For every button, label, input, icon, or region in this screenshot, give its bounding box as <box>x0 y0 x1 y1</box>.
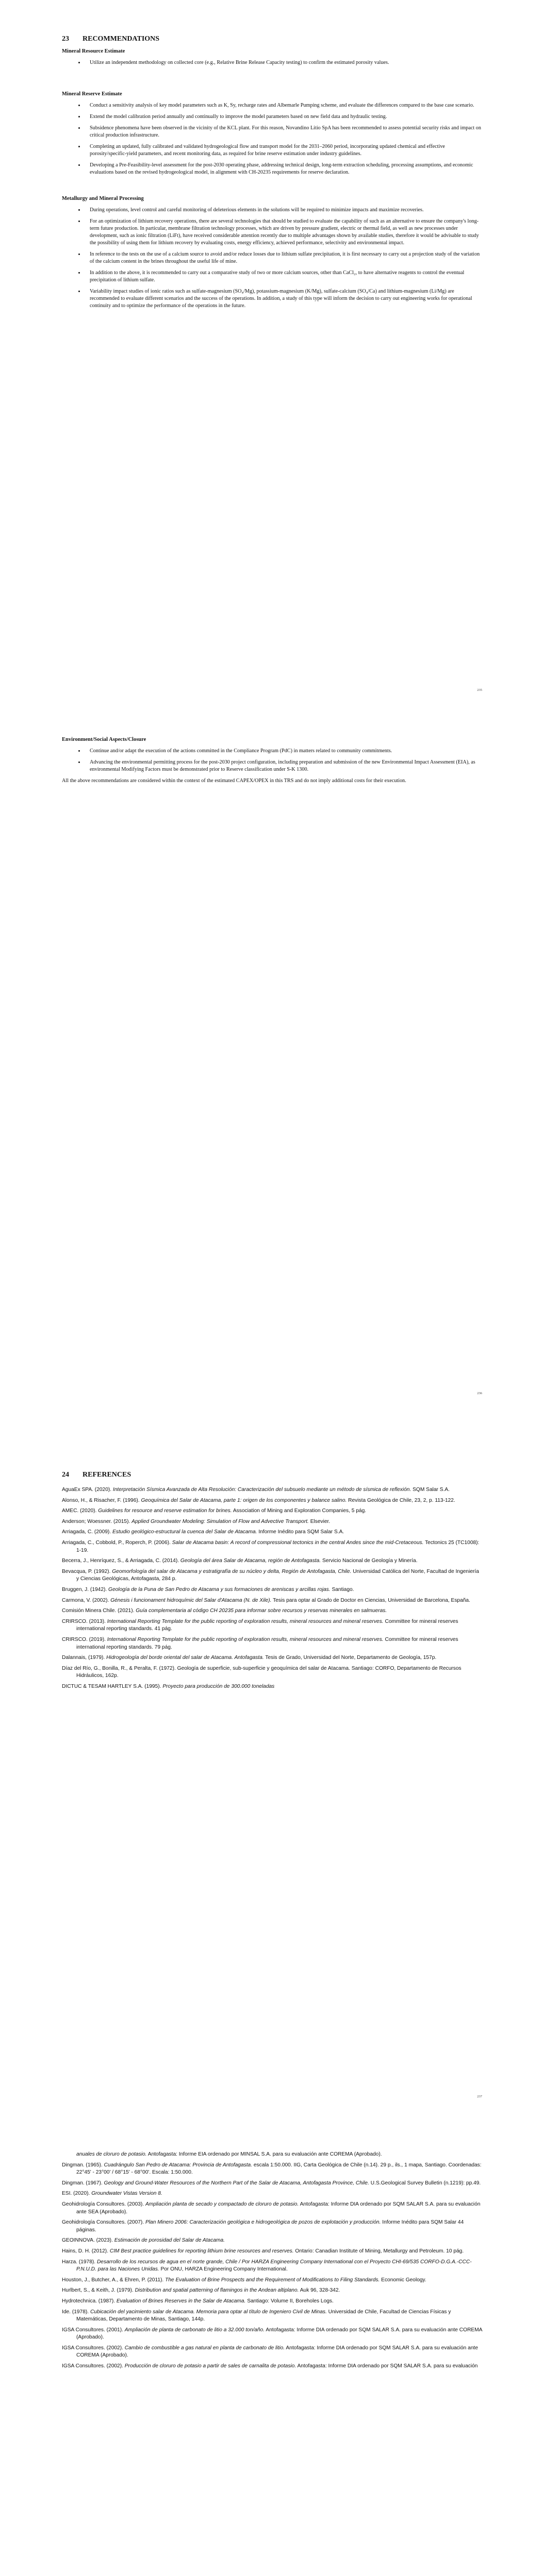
section-title: REFERENCES <box>83 1471 131 1479</box>
bullet-list <box>62 207 482 310</box>
reference-title: Génesis i funcionament hidroquímic del Salar d'Atacama (N. de Xile). <box>110 1597 272 1603</box>
reference-title: Estudio geológico-estructural la cuenca del Salar de Atacama. <box>112 1529 257 1535</box>
reference-text: AguaEx SPA. (2020). <box>62 1487 113 1493</box>
reference-title: Ampliación planta de secado y compactado de cloruro de potasio. <box>145 2201 299 2207</box>
page-237 <box>0 1406 544 2110</box>
reference-entry <box>62 1636 482 1651</box>
subheading-metallurgy: Metallurgy and Mineral Processing <box>62 196 144 201</box>
reference-title: Groundwater Vistas Version 8. <box>91 2191 162 2197</box>
list-item: • Advancing the environmental permitting process for the post-2030 project configuration, including preparation and submission of the new Environmental Impact Assessment (EIA), as environmental Modifying Factors must be demonstrated prior to Reserve classification under S-K 1300. <box>85 759 482 773</box>
list-item: • Extend the model calibration period annually and continually to improve the model parameters based on new field data and hydraulic testing. <box>85 113 482 121</box>
reference-entry <box>62 2327 482 2342</box>
reference-text: Informe Inédito para SQM Salar S.A. <box>257 1529 344 1535</box>
reference-text: Committee for mineral reserves international reporting standards. 79 pág. <box>76 1636 458 1650</box>
reference-title: Cubicación del yacimiento salar de Atacama. Memoria para optar al título de Ingeniero Civil de Minas. <box>90 2309 327 2315</box>
reference-title: Hidrogeología del borde oriental del salar de Atacama. Antofagasta. <box>106 1655 264 1661</box>
reference-text: Hurlbert, S., & Keith, J. (1979). <box>62 2287 135 2294</box>
reference-text: Universidad de Chile, Facultad de Ciencias Físicas y Matemáticas, Departamento de Minas, Santiago, 144p. <box>76 2309 451 2323</box>
reference-text: Por ONU, HARZA Engineering Company International. <box>159 2266 288 2273</box>
section-title: RECOMMENDATIONS <box>83 35 160 43</box>
reference-entry <box>62 1557 482 1565</box>
reference-entry <box>62 2180 482 2188</box>
reference-entry <box>62 2201 482 2216</box>
reference-title: Proyecto para producción de 300.000 toneladas <box>162 1683 275 1689</box>
section-heading <box>62 35 482 43</box>
reference-entry <box>62 1654 482 1662</box>
reference-title: Plan Minero 2006: Caracterización geológica e hidrogeológica de pozos de explotación y producción. <box>145 2219 381 2226</box>
reference-text: Antofagasta: Informe DIA ordenado por SQM SALAR S.A. para su evaluación ante COREMA (Aprobado). <box>76 2327 482 2341</box>
reference-text: GEOINNOVA. (2023). <box>62 2238 114 2244</box>
list-item: • In addition to the above, it is recommended to carry out a comparative study of two or more calcium sources, other than CaCl₂, to have alternative reagents to control the eventual precipitation of lithium sulfate. <box>85 269 482 284</box>
reference-title: Geología del área Salar de Atacama, región de Antofagasta. <box>180 1558 321 1564</box>
reference-text: CRIRSCO. (2013). <box>62 1618 107 1624</box>
list-item: • Completing an updated, fully calibrated and validated hydrogeological flow and transport model for the 2031–2060 period, incorporating updated chemical and effective porosity/specific-yield parameters, and recent monitoring data, as required for brine reserve estimation under industry guidelines. <box>85 143 482 158</box>
reference-entry <box>62 2190 482 2198</box>
reference-entry <box>62 1607 482 1615</box>
reference-text: Dingman. (1967). <box>62 2180 104 2186</box>
reference-entry <box>62 2219 482 2234</box>
page-number: 237 <box>477 2095 482 2098</box>
reference-list <box>62 1486 482 1690</box>
reference-text: Houston, J., Butcher, A., & Ehren, P. (2011). <box>62 2277 166 2283</box>
bullet-list <box>62 748 482 773</box>
reference-title: Applied Groundwater Modeling: Simulation of Flow and Advective Transport. <box>131 1518 309 1524</box>
reference-text: IGSA Consultores. (2002). <box>62 2363 125 2369</box>
reference-title: Ampliación de planta de carbonato de litio a 32.000 ton/año. <box>124 2327 265 2333</box>
page-236 <box>0 703 544 1406</box>
reference-title: Evaluation of Brines Reserves in the Salar de Atacama. <box>116 2298 246 2304</box>
reference-title: Guía complementaria al código CH 20235 para informar sobre recursos y reservas minerales en salmueras. <box>136 1608 387 1614</box>
reference-text: Arriagada, C. (2009). <box>62 1529 112 1535</box>
reference-entry <box>62 1507 482 1515</box>
reference-text: Geohidrología Consultores. (2007). <box>62 2219 145 2226</box>
reference-text: SQM Salar S.A. <box>411 1487 450 1493</box>
reference-text: AMEC. (2020). <box>62 1508 98 1514</box>
reference-title: Distribution and spatial patterning of flamingos in the Andean altiplano. <box>135 2287 299 2294</box>
list-item: • Continue and/or adapt the execution of the actions committed in the Compliance Program (PdC) in matters related to community commitments. <box>85 748 482 755</box>
reference-text: Antofagasta: Informe EIA ordenado por MINSAL S.A. para su evaluación ante COREMA (Aprobado). <box>146 2151 382 2157</box>
reference-text: Díaz del Río, G., Bonilla, R., & Peralta, F. (1972). Geología de superficie, sub-superficie y geoquímica del salar de Atacama. Santiago: CORFO, Departamento de Recursos Hidráulicos, 162p. <box>62 1665 461 1679</box>
reference-text: Dingman. (1965). <box>62 2162 104 2168</box>
section-number: 24 <box>62 1471 69 1479</box>
reference-entry <box>62 2151 482 2159</box>
reference-text: U.S.Geological Survey Bulletin (n.1219): pp.49. <box>369 2180 481 2186</box>
bullet-list <box>62 59 482 66</box>
reference-entry <box>62 1529 482 1536</box>
reference-text: Dalannais, (1979). <box>62 1655 107 1661</box>
reference-text: Servicio Nacional de Geología y Minería. <box>321 1558 418 1564</box>
reference-text: Santiago. <box>330 1586 354 1592</box>
reference-entry <box>62 2259 482 2274</box>
reference-text: Bevacqua, P. (1992). <box>62 1568 112 1574</box>
reference-text: Ide. (1978). <box>62 2309 90 2315</box>
list-item: • For an optimization of lithium recovery operations, there are several technologies that should be studied to evaluate the capability of such as an alternative to ensure the company's long-term future production. In particular, membrane filtration technology processes, which are driven by pressure gradient, electric or thermal field, as well as new processes under development, such as ionic filtration (LiFt), have received considerable attention recently due to multiple advantages shown by available studies, therefore it would be advisable to study the possibility of using them for lithium recovery by evaluating costs, energy efficiency, achieved performance, selectivity and environmental impact. <box>85 218 482 247</box>
reference-entry <box>62 2309 482 2324</box>
reference-text: Elsevier. <box>308 1518 331 1524</box>
bullet-list <box>62 102 482 176</box>
reference-text: Economic Geology. <box>380 2277 426 2283</box>
reference-text: escala 1:50.000. IIG, Carta Geológica de Chile (n.14). 29 p., ils., 1 mapa, Santiago. Coordenadas: 22°45' - 23°00' / 68°15' - 68°00'. Escala: 1:50.000. <box>76 2162 482 2176</box>
list-item: • Variability impact studies of ionic ratios such as sulfate-magnesium (SO₄/Mg), potassium-magnesium (K/Mg), sulfate-calcium (SO₄/Ca) and lithium-magnesium (Li/Mg) are recommended to evaluate different scenarios and the success of the operations. In addition, a study of this type will inform the decision to carry out engineering works for operational continuity and to optimize the performance of the operations in the future. <box>85 288 482 310</box>
reference-text: Geohidrología Consultores. (2003). <box>62 2201 145 2207</box>
list-item: • Conduct a sensitivity analysis of key model parameters such as K, Sy, recharge rates and Albemarle Pumping scheme, and evaluate the differences compared to the base case scenario. <box>85 102 482 109</box>
reference-entry <box>62 2248 482 2256</box>
subheading-mineral-resource: Mineral Resource Estimate <box>62 48 125 54</box>
closing-paragraph: All the above recommendations are considered within the context of the estimated CAPEX/OPEX in this TRS and do not imply additional costs for their execution. <box>62 778 406 784</box>
reference-entry <box>62 2162 482 2177</box>
reference-title: International Reporting Template for the public reporting of exploration results, mineral resources and mineral reserves. <box>107 1618 384 1624</box>
reference-text: Arriagada, C., Cobbold, P., Roperch, P. (2006). <box>62 1539 172 1546</box>
reference-text: IGSA Consultores. (2002). <box>62 2345 125 2351</box>
section-heading <box>62 1471 482 1479</box>
list-item: • Developing a Pre-Feasibility-level assessment for the post-2030 operating phase, addressing technical design, long-term extraction scheduling, processing assumptions, and economic evaluations based on the revised hydrogeological model, in alignment with CH-20235 requirements for reserve declaration. <box>85 162 482 176</box>
reference-entry <box>62 1497 482 1505</box>
reference-text: Antofagasta: Informe DIA ordenado por SQM SALAR S.A. para su evaluación ante SEA (Aprobado). <box>76 2201 481 2215</box>
reference-text: Universidad Católica del Norte, Facultad de Ingeniería y Ciencias Geológicas, Antofagasta, 284 p. <box>76 1568 479 1582</box>
reference-text: Committee for mineral reserves international reporting standards. 41 pág. <box>76 1618 458 1632</box>
reference-entry <box>62 1539 482 1554</box>
reference-entry <box>62 1568 482 1583</box>
reference-entry <box>62 1486 482 1494</box>
page-238 <box>0 2110 544 2576</box>
reference-title: Desarrollo de los recursos de agua en el norte grande, Chile / Por HARZA Engineering Company International con el Proyecto CHI-69/535 CORFO-D.G.A.-CCC-P.N.U.D. para las Naciones Unidas. <box>76 2259 472 2273</box>
reference-title: Estimación de porosidad del Salar de Atacama. <box>114 2238 225 2244</box>
page-235 <box>0 0 544 703</box>
reference-entry <box>62 2345 482 2360</box>
list-item: • During operations, level control and careful monitoring of deleterious elements in the solutions will be required to minimize impacts and maximize recoveries. <box>85 207 482 214</box>
reference-title: Guidelines for resource and reserve estimation for brines. <box>98 1508 232 1514</box>
reference-text: Auk 96, 328-342. <box>299 2287 340 2294</box>
reference-title: Salar de Atacama basin: A record of compressional tectonics in the central Andes since the mid-Cretaceous. <box>172 1539 424 1546</box>
reference-title: Geología de la Puna de San Pedro de Atacama y sus formaciones de areniscas y arcillas rojas. <box>108 1586 331 1592</box>
list-item: • Subsidence phenomena have been observed in the vicinity of the KCL plant. For this reason, Novandino Litio SpA has been recommended to assess potential security risks and impact on critical production infrastructure. <box>85 125 482 139</box>
reference-text: Informe Inédito para SQM Salar 44 páginas. <box>76 2219 464 2233</box>
reference-title: CIM Best practice guidelines for reporting lithium brine resources and reserves. <box>109 2248 294 2254</box>
reference-entry <box>62 2287 482 2295</box>
page-number: 235 <box>477 688 482 692</box>
reference-title: Cuadrángulo San Pedro de Atacama: Provincia de Antofagasta. <box>104 2162 253 2168</box>
reference-entry <box>62 1665 482 1680</box>
subheading-mineral-reserve: Mineral Reserve Estimate <box>62 91 122 97</box>
reference-entry <box>62 2277 482 2284</box>
reference-text: Tesis de Grado, Universidad del Norte, Departamento de Geología, 157p. <box>263 1655 437 1661</box>
reference-title: Producción de cloruro de potasio a partir de sales de carnalita de potasio. <box>124 2363 296 2369</box>
reference-text: Revista Geológica de Chile, 23, 2, p. 113-122. <box>347 1497 455 1503</box>
reference-title: Geology and Ground-Water Resources of the Northern Part of the Salar de Atacama, Antofagasta Province, Chile. <box>104 2180 369 2186</box>
reference-title: Cambio de combustible a gas natural en planta de carbonato de litio. <box>124 2345 285 2351</box>
reference-text: Tesis para optar al Grado de Doctor en Ciencias, Universidad de Barcelona, España. <box>271 1597 470 1603</box>
reference-text: Santiago: Volume II, Boreholes Logs. <box>245 2298 334 2304</box>
reference-text: Hains, D. H. (2012). <box>62 2248 110 2254</box>
reference-text: Bruggen, J. (1942). <box>62 1586 109 1592</box>
reference-title: Geomorfología del salar de Atacama y estratigrafía de su núcleo y delta, Región de Antofagasta, Chile. <box>112 1568 352 1574</box>
reference-text: Becerra, J., Henríquez, S., & Arriagada, C. (2014). <box>62 1558 180 1564</box>
reference-entry <box>62 2363 482 2370</box>
reference-text: DICTUC & TESAM HARTLEY S.A. (1995). <box>62 1683 163 1689</box>
reference-text: Hydrotechnica. (1987). <box>62 2298 117 2304</box>
reference-title: anuales de cloruro de potasio. <box>76 2151 147 2157</box>
reference-text: Anderson; Woessner. (2015). <box>62 1518 132 1524</box>
list-item: • In reference to the tests on the use of a calcium source to avoid and/or reduce losses due to lithium sulfate precipitation, it is first necessary to carry out a projection study of the variation of the calcium content in the brines throughout the useful life of mine. <box>85 251 482 265</box>
reference-text: IGSA Consultores. (2001). <box>62 2327 125 2333</box>
reference-text: Tectonics 25 (TC1008): 1-19. <box>76 1539 480 1553</box>
reference-title: The Evaluation of Brine Prospects and the Requirement of Modifications to Filing Standards. <box>165 2277 380 2283</box>
reference-title: International Reporting Template for the public reporting of exploration results, mineral resources and mineral reserves. <box>107 1636 384 1642</box>
reference-text: CRIRSCO. (2019). <box>62 1636 107 1642</box>
reference-entry <box>62 1518 482 1526</box>
reference-title: Geoquímica del Salar de Atacama, parte 1: origen de los componentes y balance salino. <box>141 1497 347 1503</box>
reference-text: Antofagasta: Informe DIA ordenado por SQM SALAR S.A. para su evaluación <box>296 2363 478 2369</box>
reference-text: Ontario: Canadian Institute of Mining, Metallurgy and Petroleum. 10 pág. <box>293 2248 464 2254</box>
reference-text: Alonso, H., & Risacher, F. (1996). <box>62 1497 141 1503</box>
page-number: 236 <box>477 1392 482 1395</box>
reference-entry <box>62 2298 482 2306</box>
reference-title: Interpretación Sísmica Avanzada de Alta Resolución: Caracterización del subsuelo mediante un método de sísmica de reflexión. <box>112 1487 411 1493</box>
reference-text: Comisión Minera Chile. (2021). <box>62 1608 136 1614</box>
reference-text: Carmona, V. (2002). <box>62 1597 111 1603</box>
reference-text: Harza. (1978). <box>62 2259 97 2265</box>
reference-entry <box>62 1586 482 1594</box>
list-item: • Utilize an independent methodology on collected core (e.g., Relative Brine Release Capacity testing) to confirm the estimated porosity values. <box>85 59 482 66</box>
reference-list <box>62 2151 482 2370</box>
section-number: 23 <box>62 35 69 43</box>
reference-entry <box>62 1618 482 1633</box>
reference-text: Association of Mining and Exploration Companies, 5 pág. <box>232 1508 367 1514</box>
reference-text: Antofagasta: Informe DIA ordenado por SQM SALAR S.A. para su evaluación ante COREMA (Aprobado). <box>76 2345 479 2359</box>
subheading-environment: Environment/Social Aspects/Closure <box>62 737 146 742</box>
reference-entry <box>62 1683 482 1691</box>
reference-text: ESI. (2020). <box>62 2191 92 2197</box>
reference-entry <box>62 2237 482 2245</box>
reference-entry <box>62 1597 482 1605</box>
